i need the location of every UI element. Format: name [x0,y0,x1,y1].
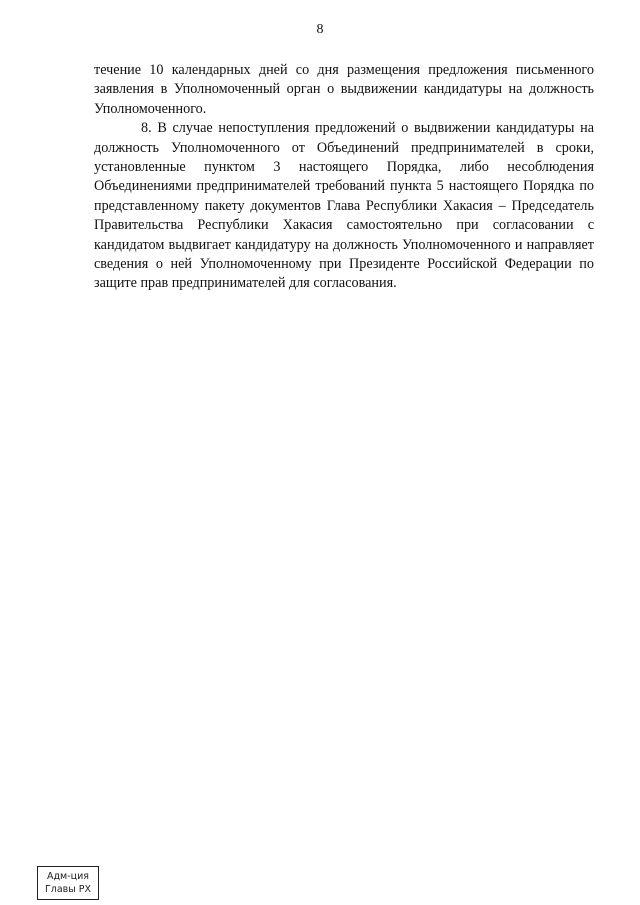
text-line: должность Уполномоченного от Объединений предпринимателей в сроки, [94,139,594,156]
stamp-line-2: Главы РХ [44,884,92,895]
text-line: заявления в Уполномоченный орган о выдвижении кандидатуры на должность [94,81,594,98]
text-line: кандидатом выдвигает кандидатуру на должность Уполномоченного и направляет [94,236,594,253]
page-number: 8 [316,22,324,37]
paragraph-1 [94,61,594,119]
stamp-line-1: Адм-ция [46,871,90,882]
text-line: Объединениями предпринимателей требований пункта 5 настоящего Порядка по [94,178,594,195]
registry-stamp [37,866,99,900]
document-body [94,61,594,294]
text-line: сведения о ней Уполномоченному при Президенте Российской Федерации по [94,255,594,272]
text-line: течение 10 календарных дней со дня размещения предложения письменного [94,62,594,78]
text-line: защите прав предпринимателей для согласования. [94,275,397,292]
text-line: Правительства Республики Хакасия самостоятельно при согласовании с [94,217,594,234]
text-line: представленному пакету документов Глава Республики Хакасия – Председатель [94,197,594,214]
paragraph-8 [94,119,594,294]
text-line: установленные пунктом 3 настоящего Порядка, либо несоблюдения [94,158,594,175]
text-line: Уполномоченного. [94,100,207,117]
text-line: 8. В случае непоступления предложений о выдвижении кандидатуры на [141,120,594,137]
